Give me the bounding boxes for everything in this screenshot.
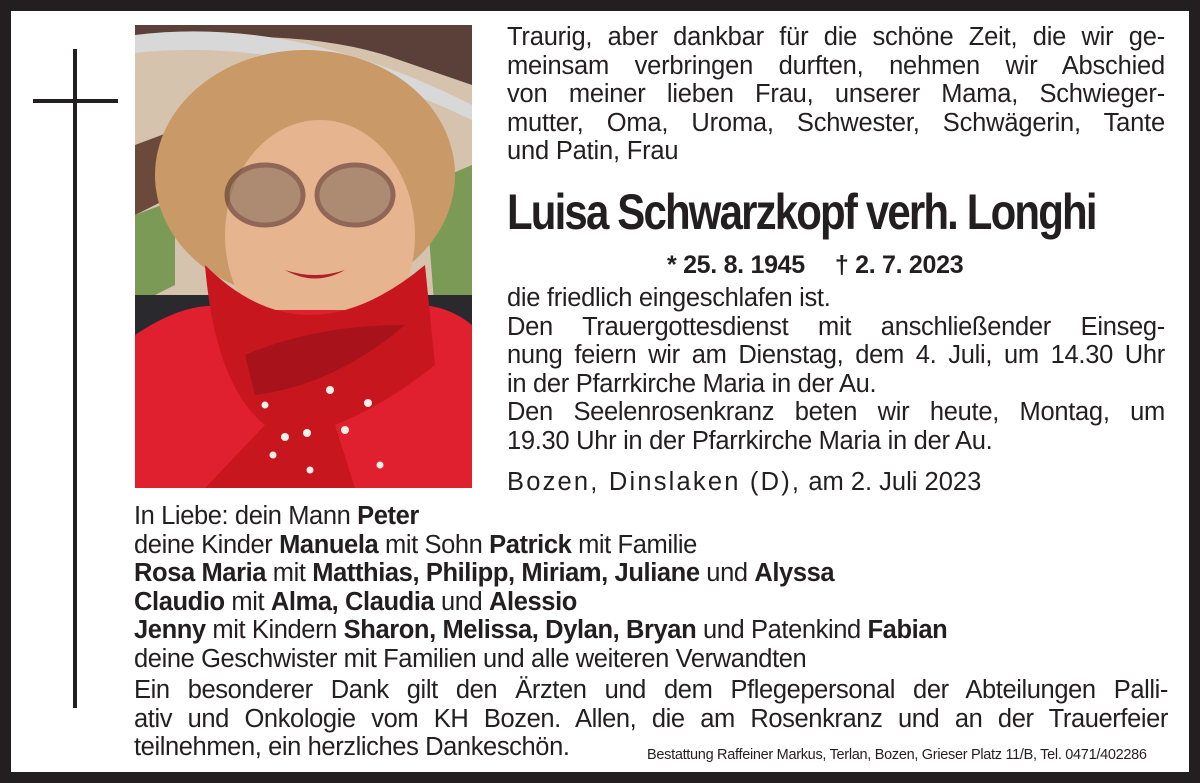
latin-cross-icon xyxy=(73,49,77,708)
mourner-text: und xyxy=(699,559,755,588)
mourner-name: Fabian xyxy=(867,616,948,645)
intro-line: und Patin, Frau xyxy=(507,137,679,166)
mourner-text: In Liebe: dein Mann xyxy=(134,502,358,530)
body-line: nung feiern wir am Dienstag, dem 4. Juli, um 14.30 Uhr xyxy=(507,341,1165,370)
service-details xyxy=(507,284,1165,456)
mourner-line: deine Geschwister mit Familien und alle weiteren Verwandten xyxy=(134,644,807,673)
mourner-text: mit Familie xyxy=(571,530,697,559)
mourner-line xyxy=(134,588,947,617)
life-dates xyxy=(667,250,963,280)
body-line: in der Pfarrkirche Maria in der Au. xyxy=(507,369,877,398)
mourner-text: und Patenkind xyxy=(696,616,868,645)
intro-line: Traurig, aber dankbar für die schöne Zeit, die wir ge- xyxy=(507,23,1165,51)
thanks-line: ativ und Onkologie vom KH Bozen. Allen, die am Rosenkranz und an der Trauerfeier xyxy=(134,704,1168,733)
intro-line: meinsam verbringen durften, nehmen wir Abschied xyxy=(507,51,1165,80)
thanks-line: teilnehmen, ein herzliches Dankeschön. xyxy=(134,733,570,762)
mourner-name: Matthias, Philipp, Miriam, Juliane xyxy=(312,559,700,588)
intro-text xyxy=(507,23,1165,166)
thanks-line: Ein besonderer Dank gilt den Ärzten und dem Pflegepersonal der Abteilungen Palli- xyxy=(134,676,1168,704)
mourner-text: mit Kindern xyxy=(205,616,344,645)
mourner-name: Patrick xyxy=(489,530,572,559)
mourner-name: Rosa Maria xyxy=(134,559,267,588)
portrait-photo xyxy=(135,25,472,488)
mourner-name: Alessio xyxy=(489,587,577,616)
portrait-image xyxy=(135,25,472,488)
body-line: Den Trauergottesdienst mit anschließender Einseg- xyxy=(507,312,1165,341)
place-and-date xyxy=(507,467,981,497)
mourner-name: Claudio xyxy=(134,587,225,616)
intro-line: von meiner lieben Frau, unserer Mama, Schwieger- xyxy=(507,80,1165,109)
deceased-name: Luisa Schwarzkopf verh. Longhi xyxy=(507,184,1096,240)
mourners-list xyxy=(134,502,947,674)
death-date: † 2. 7. 2023 xyxy=(834,251,964,279)
mourner-text: mit Sohn xyxy=(378,530,490,559)
body-line: Den Seelenrosenkranz beten wir heute, Montag, um xyxy=(507,398,1165,427)
mourner-line xyxy=(134,531,947,560)
intro-line: mutter, Oma, Uroma, Schwester, Schwägerin, Tante xyxy=(507,108,1165,137)
latin-cross-icon-bar xyxy=(33,99,118,103)
birth-date: * 25. 8. 1945 xyxy=(667,251,805,279)
body-line: 19.30 Uhr in der Pfarrkirche Maria in der Au. xyxy=(507,426,993,455)
mourner-name: Peter xyxy=(357,502,419,530)
mourner-name: Alma, Claudia xyxy=(270,587,435,616)
place: Bozen, Dinslaken (D), xyxy=(507,468,802,496)
mourner-text: deine Kinder xyxy=(134,530,280,559)
mourner-line xyxy=(134,559,947,588)
mourner-text: mit xyxy=(224,587,271,616)
mourner-name: Manuela xyxy=(279,530,379,559)
body-line: die friedlich eingeschlafen ist. xyxy=(507,284,831,312)
mourner-text: mit xyxy=(266,559,313,588)
mourner-name: Alyssa xyxy=(754,559,835,588)
mourner-text: und xyxy=(434,587,490,616)
funeral-home-info: Bestattung Raffeiner Markus, Terlan, Bozen, Grieser Platz 11/B, Tel. 0471/402286 xyxy=(647,747,1147,763)
mourner-name: Sharon, Melissa, Dylan, Bryan xyxy=(343,616,697,645)
mourner-line xyxy=(134,502,947,531)
mourner-name: Jenny xyxy=(134,616,206,645)
notice-date: am 2. Juli 2023 xyxy=(808,468,982,496)
mourner-line xyxy=(134,616,947,645)
